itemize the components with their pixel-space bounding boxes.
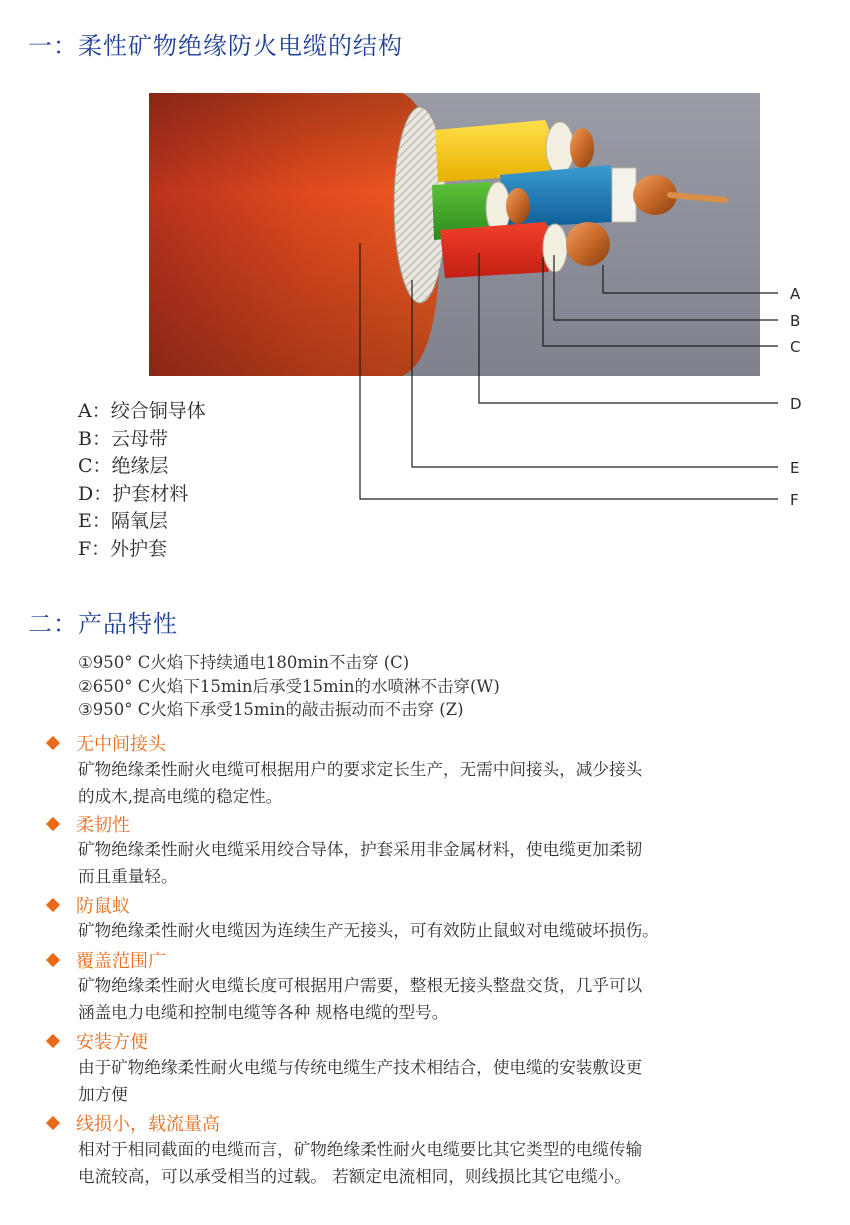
structure-legend (78, 398, 206, 563)
feature-title: 柔韧性 (48, 811, 130, 837)
diamond-bullet-icon (46, 817, 60, 831)
legend-item: B：云母带 (78, 427, 168, 450)
diagram-label-d: D (790, 395, 802, 413)
diagram-label-e: E (790, 459, 800, 477)
diagram-label-b: B (790, 312, 801, 330)
legend-item: E：隔氧层 (78, 510, 168, 532)
feature-title: 无中间接头 (48, 730, 166, 756)
core-red (440, 222, 553, 278)
feature-body: 由于矿物绝缘柔性耐火电缆与传统电缆生产技术相结合，使电缆的安装敷设更 加方便 (78, 1058, 643, 1104)
feature-body: 矿物绝缘柔性耐火电缆可根据用户的要求定长生产，无需中间接头，减少接头 的成木,提高电缆的稳定性。 (78, 760, 643, 806)
legend-item: A：绞合铜导体 (78, 400, 206, 422)
diamond-bullet-icon (46, 898, 60, 912)
feature-body: 相对于相同截面的电缆而言，矿物绝缘柔性耐火电缆要比其它类型的电缆传输 电流较高，可以承受相当的过载。 若额定电流相同，则线损比其它电缆小。 (78, 1140, 643, 1186)
diamond-bullet-icon (46, 1116, 60, 1130)
fire-standards (78, 651, 500, 722)
feature-body: 矿物绝缘柔性耐火电缆采用绞合导体，护套采用非金属材料，使电缆更加柔韧 而且重量轻。 (78, 840, 643, 886)
feature-title: 防鼠蚁 (48, 892, 130, 918)
diamond-bullet-icon (46, 736, 60, 750)
feature-body: 矿物绝缘柔性耐火电缆因为连续生产无接头，可有效防止鼠蚁对电缆破坏损伤。 (78, 921, 659, 940)
legend-item: D：护套材料 (78, 482, 189, 505)
feature-title: 线损小，载流量高 (48, 1110, 220, 1136)
standard-item: ①950° C火焰下持续通电180min不击穿 (C) (78, 653, 410, 672)
diamond-bullet-icon (46, 953, 60, 967)
diamond-bullet-icon (46, 1034, 60, 1048)
feature-title: 安装方便 (48, 1028, 148, 1054)
feature-title: 覆盖范围广 (48, 947, 166, 973)
feature-body: 矿物绝缘柔性耐火电缆长度可根据用户需要，整根无接头整盘交货，几乎可以 涵盖电力电缆和控制电缆等各种 规格电缆的型号。 (78, 976, 643, 1022)
diagram-label-c: C (790, 338, 801, 356)
standard-item: ③950° C火焰下承受15min的敲击振动而不击穿 (Z) (78, 700, 464, 719)
diagram-label-a: A (790, 285, 801, 303)
standard-item: ②650° C火焰下15min后承受15min的水喷淋不击穿(W) (78, 676, 500, 696)
legend-item: F：外护套 (78, 537, 168, 560)
section1-title: 一：柔性矿物绝缘防火电缆的结构 (28, 32, 403, 60)
legend-item: C：绝缘层 (78, 455, 169, 477)
section2-title: 二：产品特性 (28, 610, 178, 638)
diagram-label-f: F (790, 491, 799, 509)
